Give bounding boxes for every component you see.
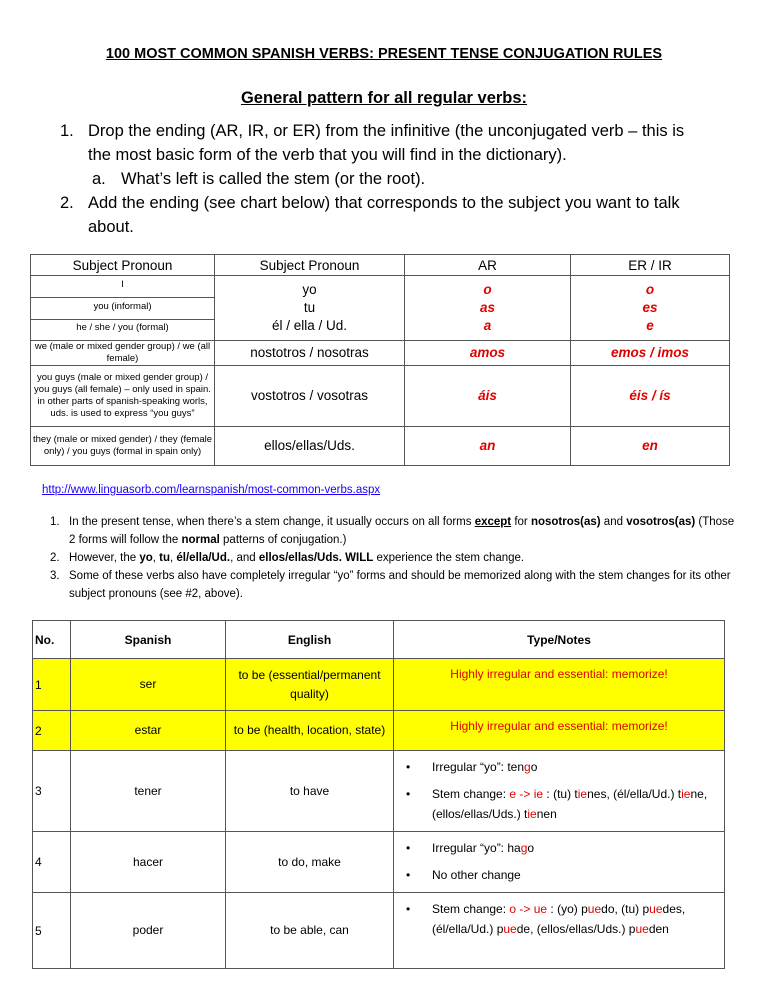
verb-note: Highly irregular and essential: memorize! bbox=[450, 667, 668, 681]
pronoun-note: they (male or mixed gender) / they (female only) / you guys (formal in spain only) bbox=[31, 427, 215, 466]
pronoun-note: you (informal) bbox=[31, 298, 214, 320]
ending: as bbox=[479, 300, 496, 315]
verb-spanish: poder bbox=[71, 893, 226, 969]
conjugation-row-we bbox=[31, 341, 730, 366]
rule-text: In the present tense, when there’s a stem change, it usually occurs on all forms bbox=[69, 516, 475, 528]
header-notes: Type/Notes bbox=[394, 621, 725, 659]
verb-number: 5 bbox=[33, 893, 71, 969]
rule-emphasis: normal bbox=[181, 534, 220, 546]
note-bullet bbox=[406, 757, 718, 777]
note-highlight: ie bbox=[577, 787, 588, 801]
verb-row bbox=[33, 893, 725, 969]
note-highlight: ie bbox=[681, 787, 691, 801]
step-1 bbox=[60, 119, 700, 167]
note-text: : (yo) p bbox=[547, 902, 588, 916]
steps-list bbox=[60, 119, 700, 239]
header-ar: AR bbox=[405, 255, 571, 276]
note-text: nes, (él/ella/Ud.) t bbox=[587, 787, 682, 801]
rule-3 bbox=[50, 567, 740, 603]
note-text: No other change bbox=[432, 868, 521, 882]
step-text: Add the ending (see chart below) that corresponds to the subject you want to talk about. bbox=[88, 194, 680, 236]
pronouns-singular bbox=[215, 276, 405, 341]
er-ir-endings-singular bbox=[571, 276, 730, 341]
ending: áis bbox=[405, 366, 571, 427]
rule-1 bbox=[50, 513, 740, 549]
ar-endings-singular bbox=[405, 276, 571, 341]
note-text: de, (ellos/ellas/Uds.) p bbox=[516, 922, 636, 936]
note-highlight: ue bbox=[649, 902, 663, 916]
step-text: What’s left is called the stem (or the root). bbox=[121, 170, 426, 188]
ending: a bbox=[483, 318, 492, 333]
verb-spanish: tener bbox=[71, 751, 226, 832]
rule-text: experience the stem change. bbox=[373, 552, 525, 564]
rule-emphasis: vosotros(as) bbox=[626, 516, 696, 528]
rule-emphasis: nosotros(as) bbox=[530, 516, 601, 528]
note-bullet bbox=[406, 838, 718, 858]
header-english: English bbox=[226, 621, 394, 659]
verb-notes bbox=[394, 893, 725, 969]
rule-number: 1. bbox=[50, 516, 60, 528]
note-text: nen bbox=[536, 807, 557, 821]
bullet-icon: • bbox=[406, 787, 411, 801]
ending: es bbox=[642, 300, 658, 315]
rule-emphasis: yo bbox=[139, 552, 153, 564]
note-text: do, (tu) p bbox=[601, 902, 650, 916]
ending: o bbox=[645, 282, 655, 297]
rule-emphasis: except bbox=[474, 516, 512, 528]
conjugation-row-you-plural bbox=[31, 366, 730, 427]
pronoun: vostotros / vosotras bbox=[215, 366, 405, 427]
note-highlight: o -> ue bbox=[509, 902, 548, 916]
note-text: o bbox=[527, 841, 535, 855]
note-text: Stem change: bbox=[432, 902, 510, 916]
note-text: den bbox=[648, 922, 669, 936]
pronoun: él / ella / Ud. bbox=[271, 318, 348, 333]
note-highlight: e -> ie bbox=[509, 787, 544, 801]
step-2 bbox=[60, 191, 700, 239]
note-text: Stem change: bbox=[432, 787, 510, 801]
header-subject-pronoun-es: Subject Pronoun bbox=[215, 255, 405, 276]
pronoun-note: I bbox=[31, 277, 214, 298]
verb-english: to be (health, location, state) bbox=[226, 711, 394, 751]
bullet-icon: • bbox=[406, 902, 411, 916]
ending: e bbox=[646, 318, 654, 333]
ending: o bbox=[483, 282, 492, 297]
note-text: o bbox=[530, 760, 538, 774]
rule-text: and bbox=[600, 516, 627, 528]
note-text: des, (él/ella/Ud.) p bbox=[432, 902, 686, 936]
verb-spanish: estar bbox=[71, 711, 226, 751]
step-number: 2. bbox=[60, 194, 74, 212]
step-number: 1. bbox=[60, 122, 74, 140]
verb-number: 1 bbox=[33, 659, 71, 711]
note-highlight: g bbox=[520, 841, 528, 855]
verb-row bbox=[33, 711, 725, 751]
section-subtitle: General pattern for all regular verbs: bbox=[240, 89, 528, 107]
verb-english: to do, make bbox=[226, 832, 394, 893]
rule-text: (Those 2 forms will follow the bbox=[69, 516, 735, 546]
bullet-icon: • bbox=[406, 868, 411, 882]
note-highlight: ue bbox=[503, 922, 517, 936]
verbs-table bbox=[32, 620, 725, 969]
note-bullet bbox=[406, 899, 718, 939]
pronoun-note: we (male or mixed gender group) / we (all female) bbox=[31, 341, 215, 366]
rule-text: , bbox=[152, 552, 160, 564]
step-number: a. bbox=[92, 170, 106, 188]
verb-number: 4 bbox=[33, 832, 71, 893]
note-highlight: g bbox=[524, 760, 531, 774]
header-subject-pronoun-en: Subject Pronoun bbox=[31, 255, 215, 276]
note-bullet bbox=[406, 784, 718, 824]
rule-number: 3. bbox=[50, 570, 60, 582]
rule-text: for bbox=[511, 516, 531, 528]
bullet-icon: • bbox=[406, 760, 411, 774]
header-er-ir: ER / IR bbox=[571, 255, 730, 276]
pronoun-notes-singular bbox=[31, 276, 215, 341]
verb-notes bbox=[394, 711, 725, 751]
conjugation-header-row bbox=[31, 255, 730, 276]
verb-spanish: hacer bbox=[71, 832, 226, 893]
verb-notes bbox=[394, 832, 725, 893]
verb-english: to have bbox=[226, 751, 394, 832]
rule-emphasis: tu bbox=[159, 552, 170, 564]
verbs-header-row bbox=[33, 621, 725, 659]
rule-text: Some of these verbs also have completely irregular “yo” forms and should be memorized along with the stem changes for its other subject pronouns (see #2, above). bbox=[69, 570, 731, 600]
verb-number: 3 bbox=[33, 751, 71, 832]
pronoun-note: he / she / you (formal) bbox=[76, 321, 169, 333]
ending: amos bbox=[405, 341, 571, 366]
pronoun: ellos/ellas/Uds. bbox=[215, 427, 405, 466]
note-highlight: ue bbox=[635, 922, 649, 936]
ending: éis / ís bbox=[571, 366, 730, 427]
verb-english: to be (essential/permanent quality) bbox=[226, 659, 394, 711]
step-1a bbox=[60, 167, 700, 191]
rule-number: 2. bbox=[50, 552, 60, 564]
note-highlight: ie bbox=[527, 807, 537, 821]
bullet-icon: • bbox=[406, 841, 411, 855]
ending: en bbox=[571, 427, 730, 466]
header-no: No. bbox=[33, 621, 71, 659]
pronoun: tu bbox=[303, 300, 316, 315]
pronoun: nostotros / nosotras bbox=[215, 341, 405, 366]
pronoun-note: you guys (male or mixed gender group) / you guys (all female) – only used in spain. in other parts of spanish-speaking worls, uds. is used to express “you guys” bbox=[31, 366, 215, 427]
note-text: Irregular “yo”: ha bbox=[432, 841, 521, 855]
ending: emos / imos bbox=[571, 341, 730, 366]
rule-text: However, the bbox=[69, 552, 140, 564]
rule-text: , and bbox=[230, 552, 259, 564]
verb-row bbox=[33, 832, 725, 893]
rule-emphasis: ellos/ellas/Uds. WILL bbox=[258, 552, 374, 564]
verb-number: 2 bbox=[33, 711, 71, 751]
rule-emphasis: él/ella/Ud. bbox=[176, 552, 231, 564]
rule-text: patterns of conjugation.) bbox=[219, 534, 347, 546]
verb-note: Highly irregular and essential: memorize! bbox=[450, 719, 668, 733]
conjugation-row-they bbox=[31, 427, 730, 466]
note-text: ne, (ellos/ellas/Uds.) t bbox=[432, 787, 708, 821]
verb-notes bbox=[394, 659, 725, 711]
note-highlight: ue bbox=[587, 902, 602, 916]
verb-spanish: ser bbox=[71, 659, 226, 711]
rule-2 bbox=[50, 549, 740, 567]
verb-row bbox=[33, 659, 725, 711]
conjugation-table bbox=[30, 254, 730, 466]
verb-notes bbox=[394, 751, 725, 832]
note-text: Irregular “yo”: ten bbox=[432, 760, 525, 774]
conjugation-group-row bbox=[31, 276, 730, 341]
note-bullet bbox=[406, 865, 718, 885]
header-spanish: Spanish bbox=[71, 621, 226, 659]
verb-english: to be able, can bbox=[226, 893, 394, 969]
document-title: 100 MOST COMMON SPANISH VERBS: PRESENT TENSE CONJUGATION RULES bbox=[105, 46, 663, 62]
verb-row bbox=[33, 751, 725, 832]
step-text: Drop the ending (AR, IR, or ER) from the infinitive (the unconjugated verb – this is the most basic form of the verb that you will find in the dictionary). bbox=[88, 122, 685, 164]
ending: an bbox=[405, 427, 571, 466]
note-text: : (tu) t bbox=[543, 787, 578, 801]
pronoun: yo bbox=[302, 282, 317, 297]
rule-text: , bbox=[170, 552, 177, 564]
stem-change-rules bbox=[50, 513, 740, 603]
source-link[interactable]: http://www.linguasorb.com/learnspanish/most-common-verbs.aspx bbox=[42, 484, 381, 496]
